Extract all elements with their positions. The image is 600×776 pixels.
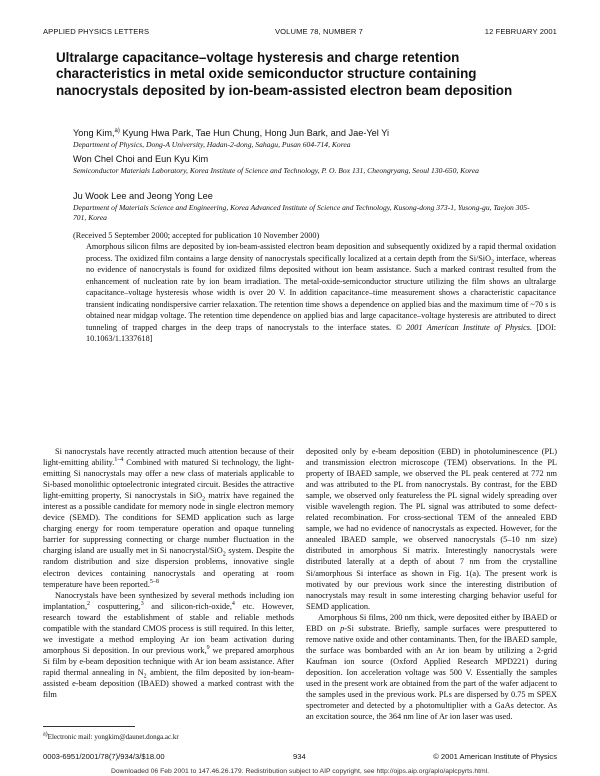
article-title: Ultralarge capacitance–voltage hysteresis and charge retention characteristics in metal oxide semiconductor structure containing nanocrystals deposited by ion-beam-assisted electron beam deposition [56, 50, 513, 98]
column-right [306, 446, 557, 722]
footnote-rule [43, 726, 135, 727]
volume-number: VOLUME 78, NUMBER 7 [275, 27, 363, 36]
paragraph-continued: deposited only by e-beam deposition (EBD) in photoluminescence (PL) and transmission electron microscope (TEM) observations. In the PL property of IBAED sample, we observed the PL peak centered at 772 nm and was attributed to the PL from nanocrystals. By contrast, for the EBD sample, we observed only featureless the PL signal widely spreading over visible wavelength region. The PL signal was attributed to some defect-related recombination. For cross-sectional TEM of the annealed EBD sample, we had no evidence of nanocrystals as expected. However, for the annealed IBAED sample, we observed nanocrystals (5–10 nm size) distributed in amorphous Si matrix. Interestingly nanocrystals were distributed laterally at a depth of about 7 nm from the crystalline Si/amorphous Si interface as shown in Fig. 1(a). The present work is motivated by our previous work since the interesting distribution of nanocrystals may result in some interesting charging behavior useful for SEMD application. [306, 447, 557, 611]
footer-copyright: © 2001 American Institute of Physics [433, 752, 557, 761]
journal-name: APPLIED PHYSICS LETTERS [43, 27, 150, 36]
paragraph-experiment: Amorphous Si films, 200 nm thick, were deposited either by IBAED or EBD on p-Si substrate. Briefly, sample surfaces were presputtered to remove native oxide and other contaminants. Then, for the IBAED sample, the surface was bombarded with an Ar ion beam by utilizing a 2-grid Kaufman ion source (Oxford Applied Research MPD221) during deposition. Ion acceleration voltage was 500 V. Essentially the samples used in the present work are obtained from the part of the wafer adjacent to the samples used in the previous work. PLs are dispersed by 0.75 m SPEX spectrometer and detected by a photomultiplier with a GaAs detector. As an excitation source, the 364 nm line of Ar ion laser was used. [306, 612, 557, 722]
paragraph-methods-review: Nanocrystals have been synthesized by several methods including ion implantation,$^2$ cosputtering,$^3$ and silicon-rich-oxide,$^4$ etc. However, research toward the establishment of stable and reliable methods compatible with the standard CMOS process is still required. In this letter, we investigate a method employing Ar ion beam activation during amorphous Si deposition. In our previous work,$^9$ we prepared amorphous Si film by e-beam deposition technique with Ar ion beam assistance. After rapid thermal annealing in $N_2$ ambient, the film deposited by ion-beam-assisted e-beam deposition (IBAED) showed a marked contrast with the film [43, 590, 294, 700]
copyright-notice: © 2001 American Institute of Physics. [395, 322, 533, 332]
doi: [DOI: 10.1063/1.1337618] [86, 322, 556, 344]
affiliation-2: Semiconductor Materials Laboratory, Korea Institute of Science and Technology, P. O. Box 131, Cheongryang, Seoul 130-650, Korea [73, 166, 479, 175]
page-number: 934 [293, 752, 306, 761]
footnote: $^{a)}$Electronic mail: yongkim@daunet.donga.ac.kr [43, 731, 179, 741]
author-line-1: Yong Kim,$^{a)}$ Kyung Hwa Park, Tae Hun Chung, Hong Jun Bark, and Jae-Yel Yi [73, 127, 390, 138]
footer-issn: 0003-6951/2001/78(7)/934/3/$18.00 [43, 752, 165, 761]
issue-date: 12 FEBRUARY 2001 [484, 27, 557, 36]
column-left [43, 446, 294, 700]
author-line-3: Ju Wook Lee and Jeong Yong Lee [73, 191, 213, 201]
affiliation-1: Department of Physics, Dong-A University, Hadan-2-dong, Sahagu, Pusan 604-714, Korea [73, 140, 351, 149]
received-dates: (Received 5 September 2000; accepted for publication 10 November 2000) [73, 231, 320, 240]
paragraph-intro: Si nanocrystals have recently attracted much attention because of their light-emitting ability.$^{1-4}$ Combined with matured Si technology, the light-emitting Si nanocrystals may offer a new class of materials applicable to Si-based monolithic optoelectronic integrated circuit. Besides the attractive light-emitting property, Si nanocrystals in SiO$_2$ matrix have regained the interest as a possible candidate for memory node in single electron memory device (SEMD). The conditions for SEMD application such as large charging energy for room temperature operation and opaque tunneling barrier for suppressing connecting or charge number fluctuation in the charging island are usually met in Si nanocrystal/SiO$_2$ system. Despite the random distribution and size dispersion problems, innovative single electron devices containing nanocrystals and operating at room temperature have been reported.$^{5-8}$ [43, 447, 294, 589]
abstract: Amorphous silicon films are deposited by ion-beam-assisted electron beam deposition and subsequently oxidized by a rapid thermal oxidation process. The oxidized film contains a large density of nanocrystals specifically localized at a certain depth from the Si/SiO$_2$ interface, whereas no evidence of nanocrystals is found for oxidized films deposited without ion beam assistance. Such a marked contrast resulted from the enhancement of nucleation rate by ion beam irradiation. The metal-oxide-semiconductor structure utilizing the film shows an ultralarge capacitance–voltage hysteresis whose width is over 20 V. In addition capacitance–time measurement shows a characteristic capacitance transient indicating nondispersive carrier relaxation. The retention time shows a dependence on applied bias and the maximum time of ~70 s is obtained near midgap voltage. The retention time dependence on applied bias and large capacitance–voltage hysteresis are attributed to direct tunneling of trapped charges in the deep traps of nanocrystals to the interface states. © 2001 American Institute of Physics. [DOI: 10.1063/1.1337618] [86, 242, 556, 344]
affiliation-3: Department of Materials Science and Engineering, Korea Advanced Institute of Science and Technology, Kusong-dong 373-1, Yusong-gu, Taejon 305-701, Korea [73, 203, 530, 223]
download-notice: Downloaded 06 Feb 2001 to 147.46.26.179. Redistribution subject to AIP copyright, see http://ojps.aip.org/aplo/aplcpyrts.html. [110, 768, 490, 775]
author-line-2: Won Chel Choi and Eun Kyu Kim [73, 154, 209, 164]
